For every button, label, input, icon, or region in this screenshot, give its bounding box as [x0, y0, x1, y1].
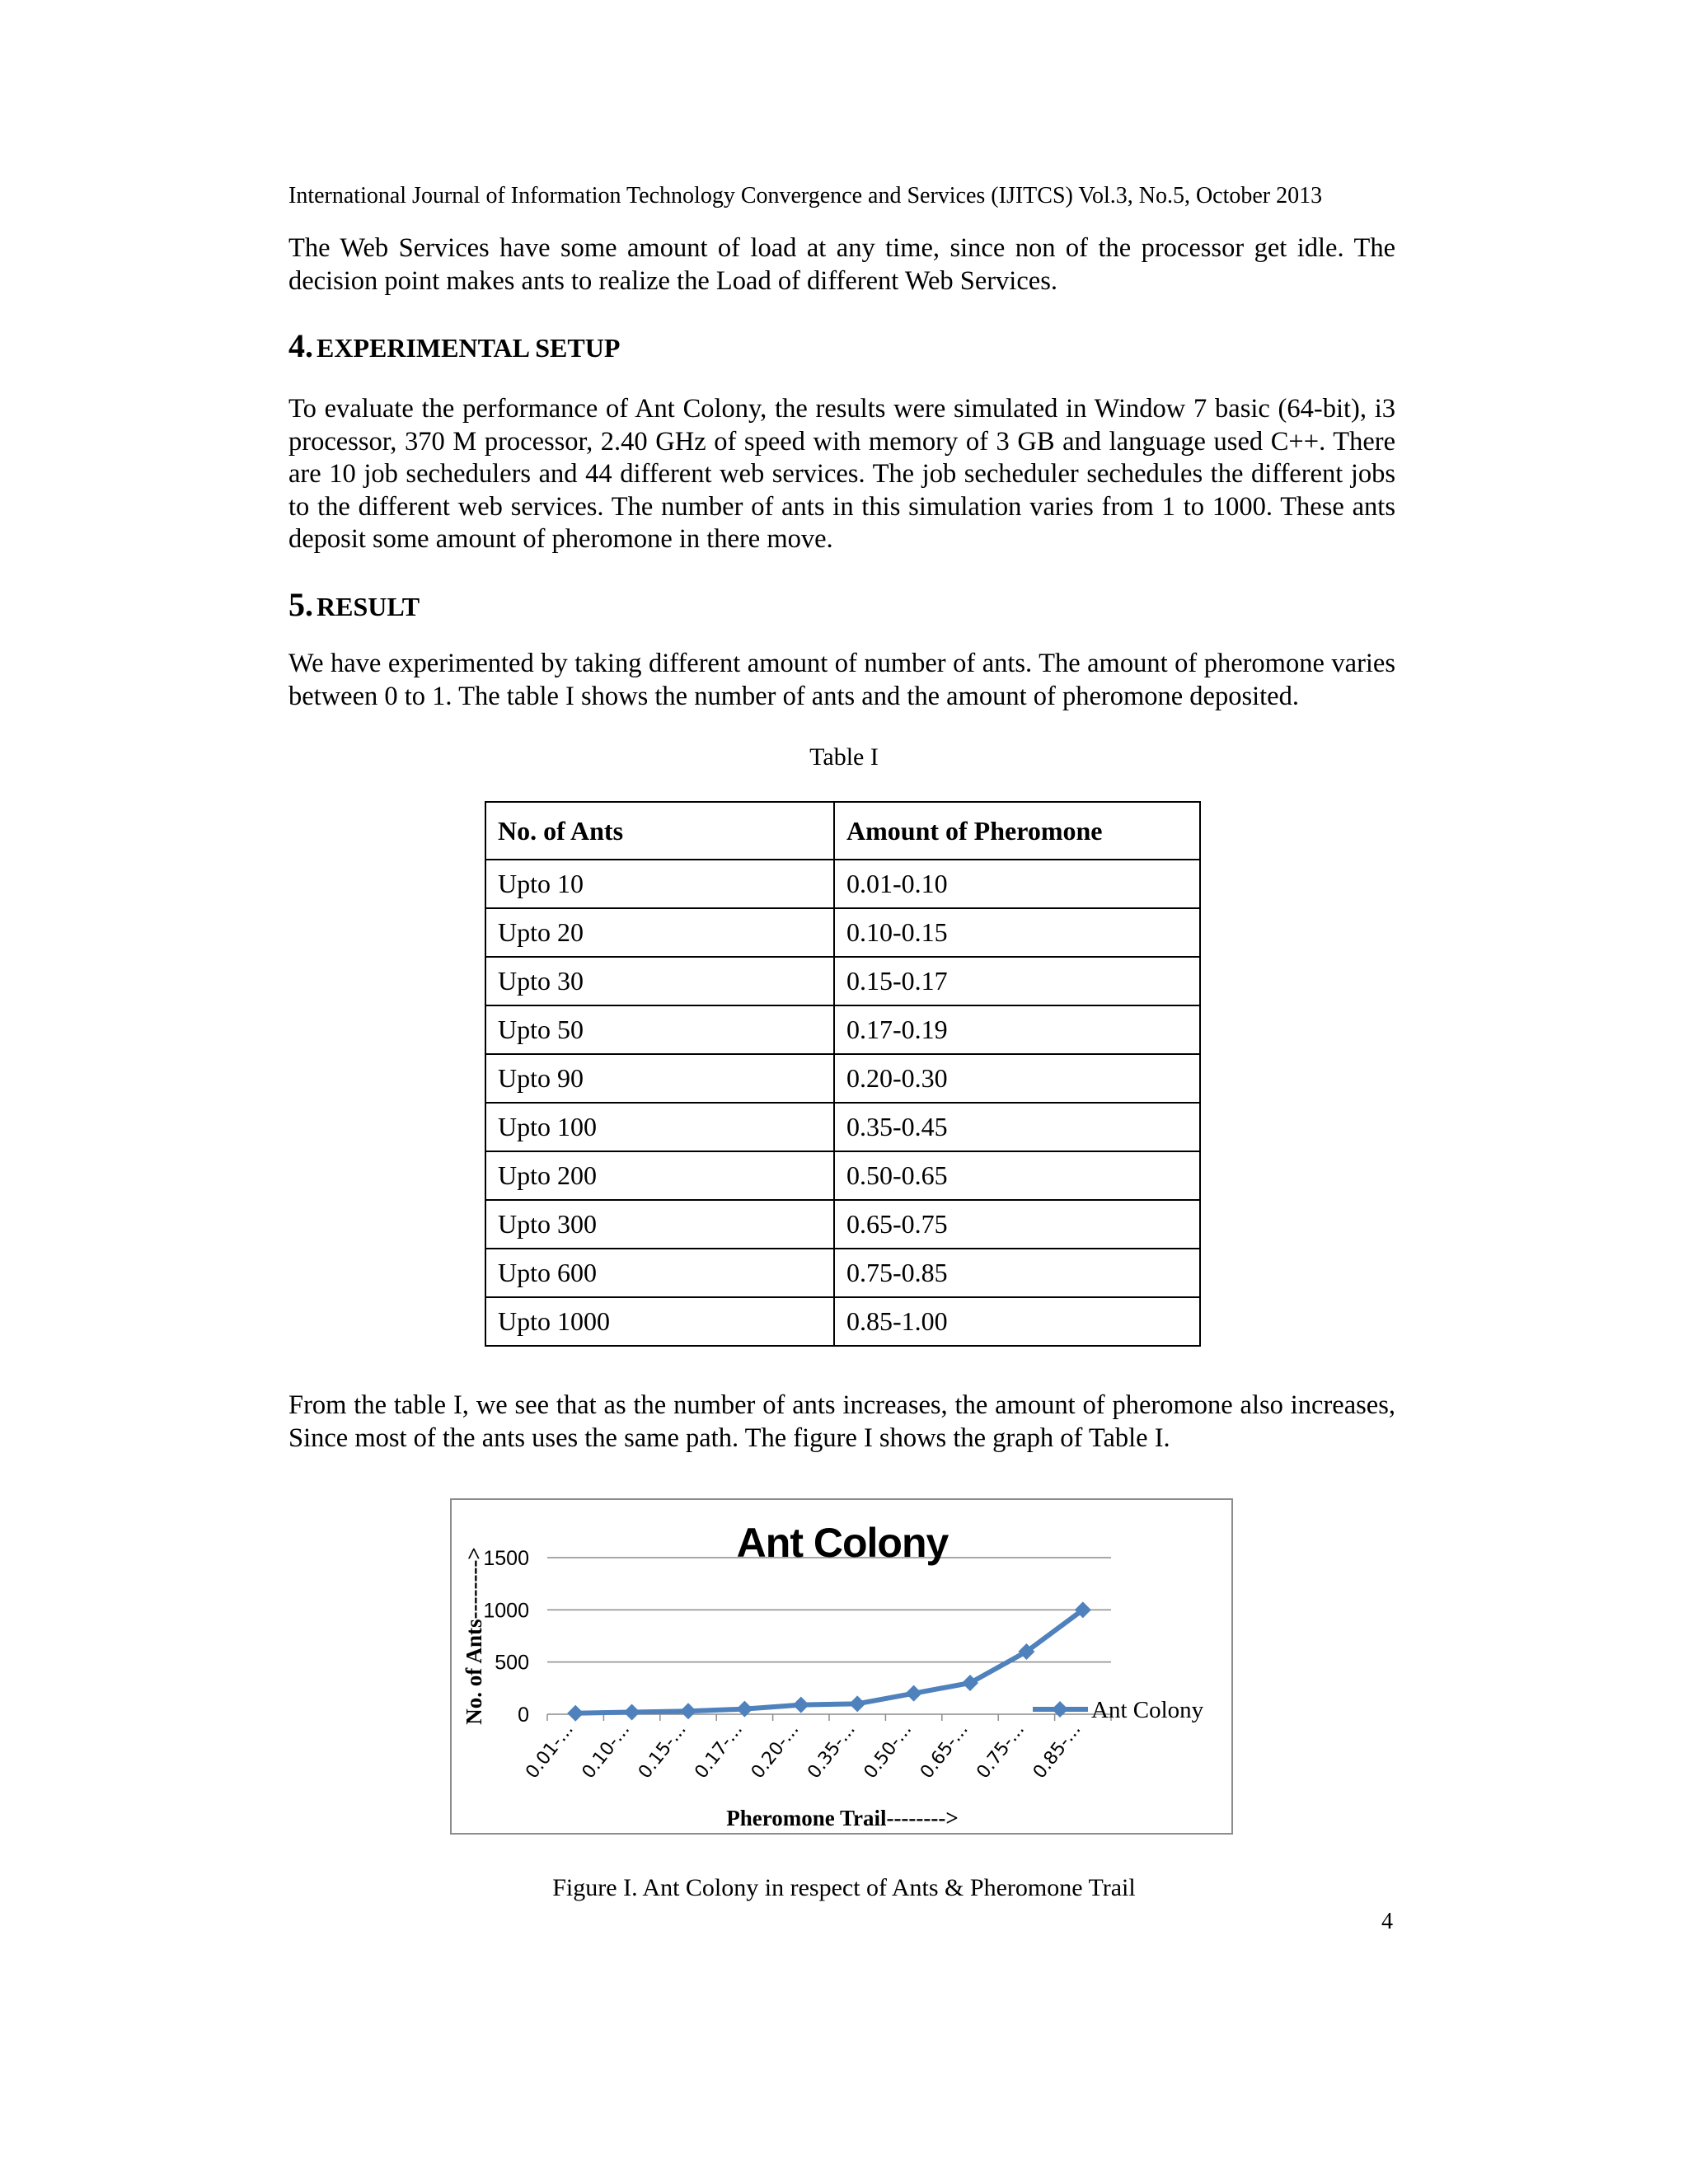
figure-caption: Figure I. Ant Colony in respect of Ants & Pheromone Trail [552, 1874, 1136, 1901]
x-tick-label: 0.85-... [1029, 1719, 1085, 1783]
table-row [485, 1151, 1200, 1200]
table-cell: Upto 200 [485, 1151, 834, 1200]
y-tick-label: 1500 [483, 1547, 529, 1570]
table-cell: 0.85-1.00 [834, 1297, 1200, 1346]
table-row [485, 1054, 1200, 1103]
table-row [485, 908, 1200, 957]
x-tick-label: 0.01-... [522, 1719, 578, 1783]
table-cell: 0.17-0.19 [834, 1005, 1200, 1054]
section-5-title: RESULT [316, 592, 420, 621]
table-cell: Upto 20 [485, 908, 834, 957]
table-row [485, 1005, 1200, 1054]
x-axis-label: Pheromone Trail--------> [726, 1806, 959, 1830]
section-4-heading [288, 326, 620, 365]
chart-canvas [452, 1500, 1231, 1833]
table-cell: Upto 30 [485, 957, 834, 1005]
table-cell: 0.50-0.65 [834, 1151, 1200, 1200]
section-4-number: 4. [288, 327, 313, 364]
table-row [485, 1103, 1200, 1151]
table-row [485, 860, 1200, 908]
data-point-marker [849, 1695, 865, 1712]
table-row [485, 1297, 1200, 1346]
y-axis-label: No. of Ants--------> [462, 1547, 486, 1725]
y-tick-label: 500 [495, 1651, 529, 1675]
y-tick-label: 1000 [483, 1599, 529, 1623]
section-4-title: EXPERIMENTAL SETUP [316, 333, 621, 363]
table-cell: 0.15-0.17 [834, 957, 1200, 1005]
x-tick-label: 0.65-... [917, 1719, 973, 1783]
table-cell: 0.75-0.85 [834, 1249, 1200, 1297]
journal-header: International Journal of Information Technology Convergence and Services (IJITCS) Vol.3, No.5, October 2013 [288, 183, 1323, 209]
intro-paragraph: The Web Services have some amount of load at any time, since non of the processor get idle. The decision point makes ants to realize the Load of different Web Services. [288, 233, 1395, 296]
table-header-cell: Amount of Pheromone [834, 802, 1200, 860]
table-row [485, 1200, 1200, 1249]
data-point-marker [680, 1703, 696, 1719]
table-cell: Upto 100 [485, 1103, 834, 1151]
table-cell: Upto 300 [485, 1200, 834, 1249]
pheromone-table [485, 801, 1201, 1347]
ant-colony-chart [450, 1498, 1233, 1835]
section-5-paragraph: We have experimented by taking different amount of number of ants. The amount of pheromone varies between 0 to 1. The table I shows the number of ants and the amount of pheromone deposited. [288, 649, 1395, 711]
x-tick-label: 0.17-... [691, 1719, 748, 1783]
table-cell: Upto 50 [485, 1005, 834, 1054]
data-point-marker [567, 1705, 584, 1722]
section-4-paragraph: To evaluate the performance of Ant Colony, the results were simulated in Window 7 basic (64-bit), i3 processor, 370 M processor, 2.40 GHz of speed with memory of 3 GB and language used C++. There are 10 job sechedulers and 44 different web services. The job secheduler sechedules the different jobs to the different web services. The number of ants in this simulation varies from 1 to 1000. These ants deposit some amount of pheromone in there move. [288, 394, 1395, 554]
section-5-number: 5. [288, 586, 313, 623]
x-tick-label: 0.50-... [860, 1719, 917, 1783]
x-tick-label: 0.15-... [635, 1719, 691, 1783]
x-tick-label: 0.20-... [747, 1719, 804, 1783]
y-tick-label: 0 [518, 1704, 529, 1727]
table-cell: Upto 10 [485, 860, 834, 908]
data-point-marker [624, 1704, 640, 1720]
table-row [485, 1249, 1200, 1297]
legend-label: Ant Colony [1091, 1697, 1204, 1723]
table-cell: Upto 90 [485, 1054, 834, 1103]
table-cell: Upto 600 [485, 1249, 834, 1297]
table-row [485, 957, 1200, 1005]
after-table-paragraph: From the table I, we see that as the number of ants increases, the amount of pheromone also increases, Since most of the ants uses the same path. The figure I shows the graph of Table I. [288, 1390, 1395, 1453]
section-5-heading [288, 585, 420, 624]
table-header-row [485, 802, 1200, 860]
table-cell: 0.35-0.45 [834, 1103, 1200, 1151]
table-cell: Upto 1000 [485, 1297, 834, 1346]
table-cell: 0.10-0.15 [834, 908, 1200, 957]
page-number: 4 [1381, 1909, 1393, 1934]
x-tick-label: 0.35-... [804, 1719, 860, 1783]
x-tick-label: 0.10-... [578, 1719, 635, 1783]
table-cell: 0.20-0.30 [834, 1054, 1200, 1103]
chart-title: Ant Colony [736, 1520, 949, 1566]
table-cell: 0.65-0.75 [834, 1200, 1200, 1249]
x-tick-label: 0.75-... [973, 1719, 1029, 1783]
table-cell: 0.01-0.10 [834, 860, 1200, 908]
table-caption: Table I [809, 743, 879, 771]
data-point-marker [793, 1697, 809, 1713]
data-point-marker [906, 1685, 922, 1702]
table-header-cell: No. of Ants [485, 802, 834, 860]
